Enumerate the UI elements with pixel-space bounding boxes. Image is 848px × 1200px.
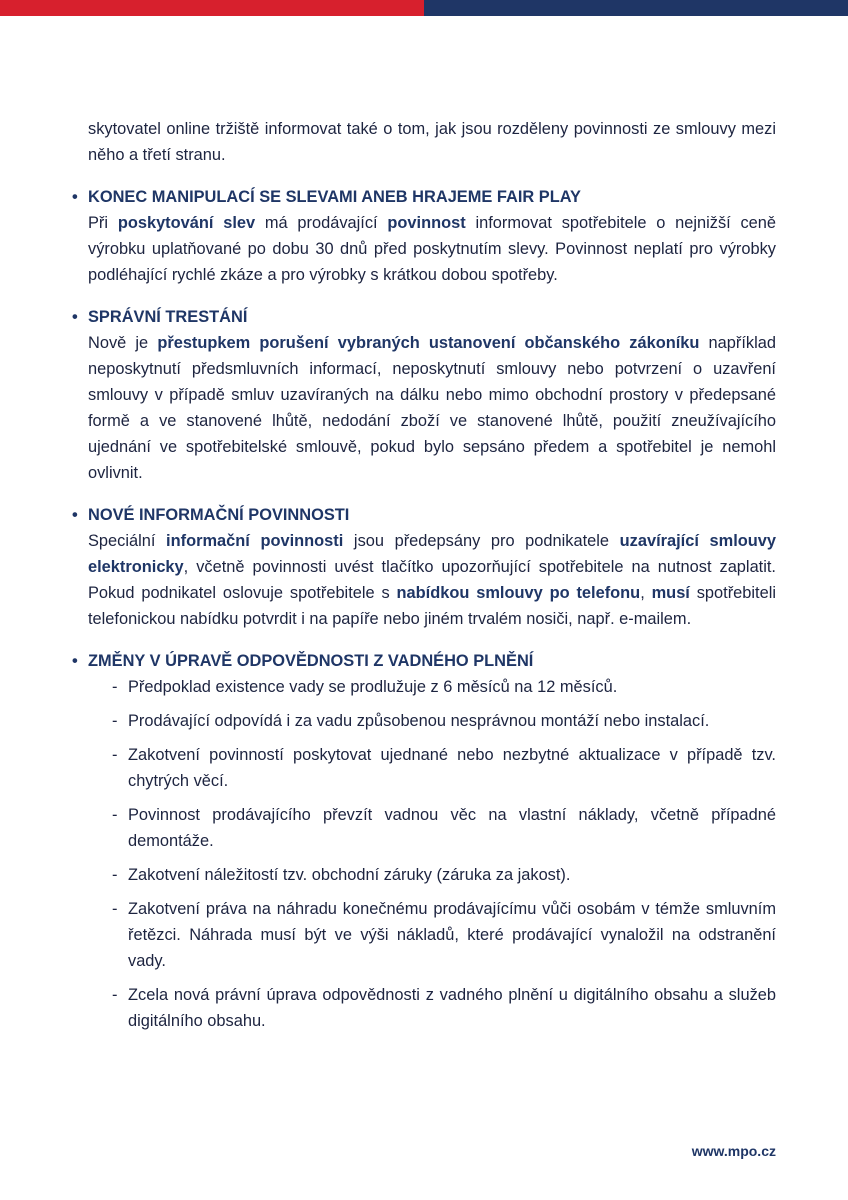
list-item: - Zakotvení povinností poskytovat ujednané nebo nezbytné aktualizace v případě tzv. chytrých věcí. [88,742,776,794]
section-information-duties [72,502,776,632]
liability-changes-list [88,674,776,1034]
bullet-icon: • [72,308,78,326]
top-color-bar [0,0,848,16]
footer-website-link[interactable]: www.mpo.cz [691,1143,776,1159]
section-text: Speciální informační povinnosti jsou předepsány pro podnikatele uzavírající smlouvy elektronicky, včetně povinnosti uvést tlačítko upozorňující spotřebitele na nutnost zaplatit. Pokud podnikatel oslovuje spotřebitele s nabídkou smlouvy po telefonu, musí spotřebiteli telefonickou nabídku potvrdit i na papíře nebo jiném trvalém nosiči, např. e-mailem. [88,532,776,628]
document-body [72,116,776,1042]
dash-icon: - [112,866,118,884]
section-administrative-penalties [72,304,776,486]
section-liability-changes [72,648,776,1034]
dash-icon: - [112,678,118,696]
top-bar-red-segment [0,0,424,16]
bullet-icon: • [72,506,78,524]
list-item: - Zakotvení náležitostí tzv. obchodní záruky (záruka za jakost). [88,862,776,888]
bullet-icon: • [72,188,78,206]
section-heading: KONEC MANIPULACÍ SE SLEVAMI ANEB HRAJEME FAIR PLAY [88,188,581,206]
section-text: Při poskytování slev má prodávající povinnost informovat spotřebitele o nejnižší ceně výrobku uplatňované po dobu 30 dnů před poskytnutím slevy. Povinnost neplatí pro výrobky podléhající rychlé zkáze a pro výrobky s krátkou dobou spotřeby. [88,214,777,284]
dash-icon: - [112,806,118,824]
section-text: Nově je přestupkem porušení vybraných ustanovení občanského zákoníku například neposkytnutí předsmluvních informací, neposkytnutí smlouvy nebo potvrzení o uzavření smlouvy v případě smluv uzavíraných na dálku nebo mimo obchodní prostory v předepsané formě a ve stanovené lhůtě, nedodání zboží ve stanovené lhůtě, použití zneužívajícího ujednání ve spotřebitelské smlouvě, pokud bylo sepsáno předem a spotřebitel je nemohl ovlivnit. [88,334,776,482]
list-item: - Zcela nová právní úprava odpovědnosti z vadného plnění u digitálního obsahu a služeb digitálního obsahu. [88,982,776,1034]
dash-icon: - [112,900,118,918]
section-heading: SPRÁVNÍ TRESTÁNÍ [88,308,248,326]
intro-paragraph: skytovatel online tržiště informovat také o tom, jak jsou rozděleny povinnosti ze smlouvy mezi něho a třetí stranu. [88,120,776,164]
list-item: - Prodávající odpovídá i za vadu způsobenou nesprávnou montáží nebo instalací. [88,708,776,734]
dash-icon: - [112,986,118,1004]
section-heading: ZMĚNY V ÚPRAVĚ ODPOVĚDNOSTI Z VADNÉHO PLNĚNÍ [88,652,534,670]
list-item: - Zakotvení práva na náhradu konečnému prodávajícímu vůči osobám v témže smluvním řetězci. Náhrada musí být ve výši nákladů, které prodávající vynaložil na odstranění vady. [88,896,776,974]
bullet-icon: • [72,652,78,670]
section-discounts [72,184,776,288]
list-item: - Povinnost prodávajícího převzít vadnou věc na vlastní náklady, včetně případné demontáže. [88,802,776,854]
top-bar-blue-segment [424,0,848,16]
section-heading: NOVÉ INFORMAČNÍ POVINNOSTI [88,506,350,524]
dash-icon: - [112,712,118,730]
dash-icon: - [112,746,118,764]
list-item: - Předpoklad existence vady se prodlužuje z 6 měsíců na 12 měsíců. [88,674,776,700]
